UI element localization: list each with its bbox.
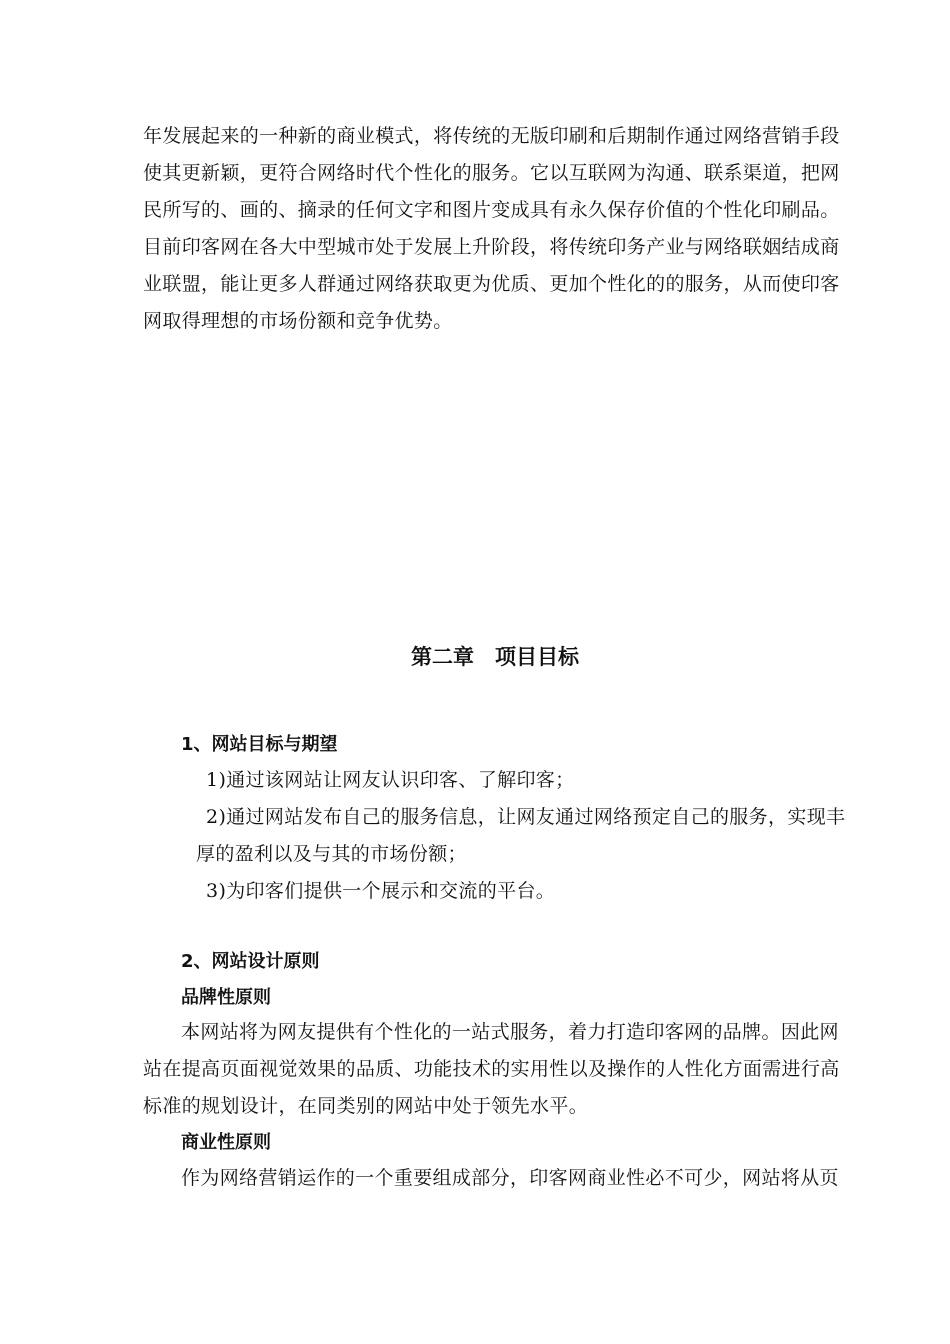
intro-line-3: 民所写的、画的、摘录的任何文字和图片变成具有永久保存价值的个性化印刷品。 bbox=[143, 199, 840, 221]
chapter-title: 第二章 项目目标 bbox=[411, 645, 579, 669]
intro-line-5: 业联盟，能让更多人群通过网络获取更为优质、更加个性化的的服务，从而使印客 bbox=[143, 273, 840, 295]
brand-line-3: 标准的规划设计，在同类别的网站中处于领先水平。 bbox=[143, 1095, 589, 1117]
business-line-1: 作为网络营销运作的一个重要组成部分，印客网商业性必不可少，网站将从页 bbox=[181, 1167, 839, 1189]
brand-line-1: 本网站将为网友提供有个性化的一站式服务，着力打造印客网的品牌。因此网 bbox=[181, 1021, 839, 1043]
business-principle-heading: 商业性原则 bbox=[181, 1132, 271, 1153]
section1-item-2: 2)通过网站发布自己的服务信息，让网友通过网络预定自己的服务，实现丰 bbox=[206, 806, 846, 828]
section1-heading: 1、网站目标与期望 bbox=[181, 734, 338, 755]
section1-item-3: 3)为印客们提供一个展示和交流的平台。 bbox=[206, 880, 556, 902]
intro-line-6: 网取得理想的市场份额和竞争优势。 bbox=[143, 310, 453, 332]
section1-item-1: 1)通过该网站让网友认识印客、了解印客； bbox=[206, 769, 575, 791]
brand-line-2: 站在提高页面视觉效果的品质、功能技术的实用性以及操作的人性化方面需进行高 bbox=[143, 1058, 840, 1080]
section1-item-2-cont: 厚的盈利以及与其的市场份额； bbox=[196, 843, 467, 865]
intro-line-1: 年发展起来的一种新的商业模式，将传统的无版印刷和后期制作通过网络营销手段 bbox=[143, 125, 840, 147]
section2-heading: 2、网站设计原则 bbox=[181, 951, 320, 972]
intro-line-2: 使其更新颖，更符合网络时代个性化的服务。它以互联网为沟通、联系渠道，把网 bbox=[143, 162, 840, 184]
brand-principle-heading: 品牌性原则 bbox=[181, 987, 271, 1008]
intro-line-4: 目前印客网在各大中型城市处于发展上升阶段，将传统印务产业与网络联姻结成商 bbox=[143, 236, 840, 258]
